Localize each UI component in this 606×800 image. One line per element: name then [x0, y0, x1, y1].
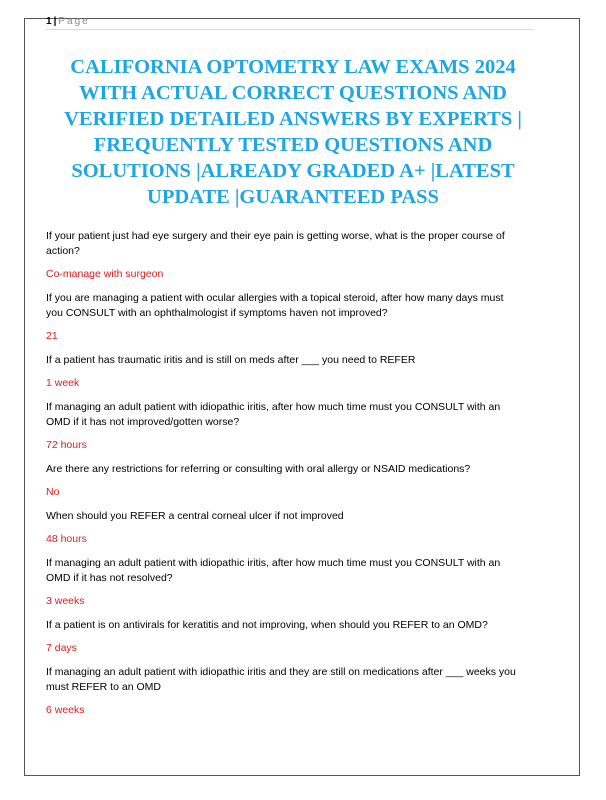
question-2: If you are managing a patient with ocular allergies with a topical steroid, after how many days must you CONSULT with an ophthalmologist if symptoms haven not improved?: [46, 292, 504, 319]
question-9: If managing an adult patient with idiopathic iritis and they are still on medications after ___ weeks you must REFER to an OMD: [46, 666, 516, 693]
answer-2: 21: [46, 330, 58, 342]
answer-3: 1 week: [46, 377, 80, 389]
document-title: CALIFORNIA OPTOMETRY LAW EXAMS 2024 WITH ACTUAL CORRECT QUESTIONS AND VERIFIED DETAILED ANSWERS BY EXPERTS | FREQUENTLY TESTED QUESTIONS AND SOLUTIONS |ALREADY GRADED A+ |LATEST UPDATE |GUARANTEED PASS: [64, 56, 522, 208]
answer-8: 7 days: [46, 642, 77, 654]
question-8: If a patient is on antivirals for keratitis and not improving, when should you REFER to an OMD?: [46, 619, 488, 631]
answer-1: Co-manage with surgeon: [46, 268, 164, 280]
answer-6: 48 hours: [46, 533, 87, 545]
question-7: If managing an adult patient with idiopathic iritis, after how much time must you CONSULT with an OMD if it has not resolved?: [46, 557, 501, 584]
answer-4: 72 hours: [46, 439, 87, 451]
question-6: When should you REFER a central corneal ulcer if not improved: [46, 510, 344, 522]
answer-9: 6 weeks: [46, 704, 85, 716]
answer-7: 3 weeks: [46, 595, 85, 607]
answer-5: No: [46, 486, 60, 498]
page-label: Page: [58, 16, 90, 27]
page-number: 1: [46, 16, 52, 27]
header-separator: |: [53, 16, 57, 27]
question-4: If managing an adult patient with idiopathic iritis, after how much time must you CONSULT with an OMD if it has not improved/gotten worse?: [46, 401, 501, 428]
question-3: If a patient has traumatic iritis and is still on meds after ___ you need to REFER: [46, 354, 416, 366]
page-header: [46, 16, 534, 30]
qa-list: [46, 229, 516, 718]
question-5: Are there any restrictions for referring or consulting with oral allergy or NSAID medications?: [46, 463, 471, 475]
question-1: If your patient just had eye surgery and their eye pain is getting worse, what is the proper course of action?: [46, 230, 505, 257]
